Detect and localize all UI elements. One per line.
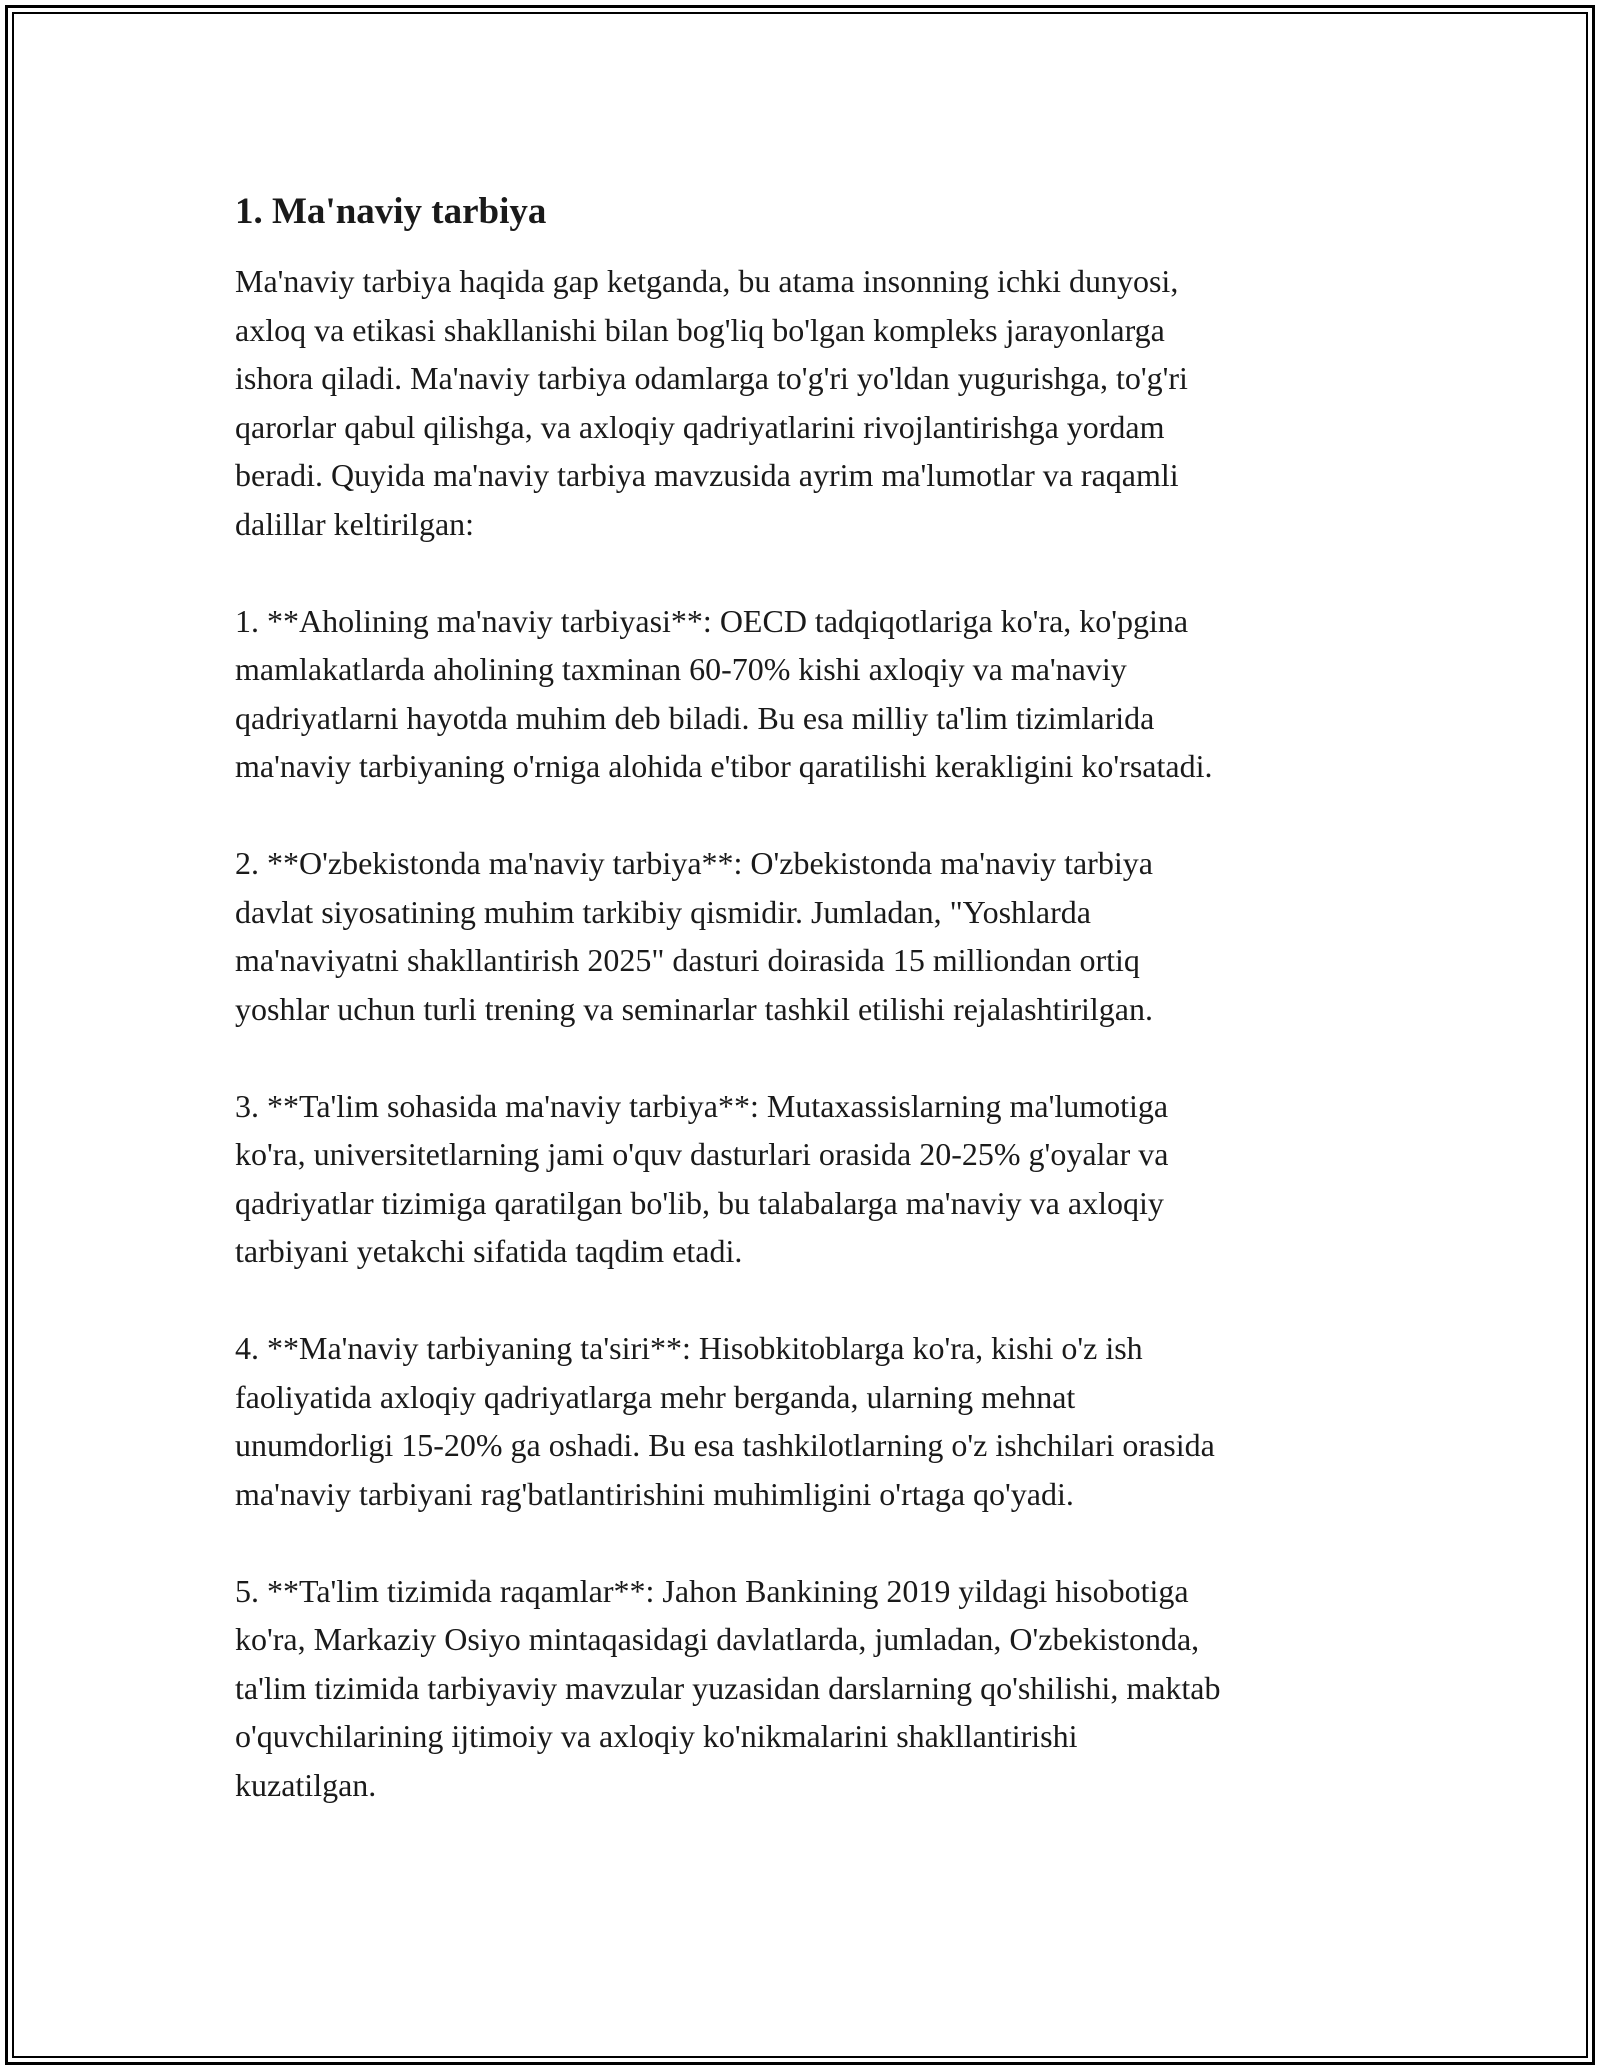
list-item-3 [235, 1082, 1395, 1276]
paragraph-line: yoshlar uchun turli trening va seminarlar tashkil etilishi rejalashtirilgan. [235, 990, 1153, 1027]
paragraph-line: axloq va etikasi shakllanishi bilan bog'liq bo'lgan kompleks jarayonlarga [235, 311, 1165, 348]
paragraph-line: ta'lim tizimida tarbiyaviy mavzular yuzasidan darslarning qo'shilishi, maktab [235, 1669, 1221, 1706]
paragraph-line: davlat siyosatining muhim tarkibiy qismidir. Jumladan, "Yoshlarda [235, 893, 1091, 930]
paragraph-line: qarorlar qabul qilishga, va axloqiy qadriyatlarini rivojlantirishga yordam [235, 408, 1165, 445]
paragraph-line: 3. **Ta'lim sohasida ma'naviy tarbiya**: Mutaxassislarning ma'lumotiga [235, 1087, 1169, 1124]
paragraph-line: qadriyatlar tizimiga qaratilgan bo'lib, bu talabalarga ma'naviy va axloqiy [235, 1184, 1164, 1221]
paragraph-line: 1. **Aholining ma'naviy tarbiyasi**: OECD tadqiqotlariga ko'ra, ko'pgina [235, 602, 1189, 639]
paragraph-line: Ma'naviy tarbiya haqida gap ketganda, bu atama insonning ichki dunyosi, [235, 263, 1179, 299]
document-body [235, 185, 1395, 1858]
paragraph-line: ma'naviy tarbiyaning o'rniga alohida e'tibor qaratilishi kerakligini ko'rsatadi. [235, 748, 1213, 784]
paragraph-line: mamlakatlarda aholining taxminan 60-70% kishi axloqiy va ma'naviy [235, 651, 1127, 687]
section-title: 1. Ma'naviy tarbiya [235, 191, 547, 232]
paragraph-line: 5. **Ta'lim tizimida raqamlar**: Jahon Bankining 2019 yildagi hisobotiga [235, 1572, 1189, 1609]
paragraph-line: 4. **Ma'naviy tarbiyaning ta'siri**: Hisobkitoblarga ko'ra, kishi o'z ish [235, 1330, 1143, 1366]
paragraph-line: ma'naviyatni shakllantirish 2025" dasturi doirasida 15 milliondan ortiq [235, 942, 1140, 978]
paragraph-line: 2. **O'zbekistonda ma'naviy tarbiya**: O'zbekistonda ma'naviy tarbiya [235, 845, 1153, 881]
paragraph-line: qadriyatlarni hayotda muhim deb biladi. Bu esa milliy ta'lim tizimlarida [235, 699, 1155, 736]
list-item-1 [235, 597, 1395, 791]
paragraph-line: faoliyatida axloqiy qadriyatlarga mehr berganda, ularning mehnat [235, 1378, 1076, 1415]
list-item-4 [235, 1324, 1395, 1518]
list-item-2 [235, 839, 1395, 1033]
paragraph-line: o'quvchilarining ijtimoiy va axloqiy ko'nikmalarini shakllantirishi [235, 1718, 1078, 1754]
paragraph-line: kuzatilgan. [235, 1766, 377, 1803]
paragraph-line: tarbiyani yetakchi sifatida taqdim etadi. [235, 1233, 743, 1269]
intro-paragraph [235, 257, 1395, 548]
paragraph-line: ko'ra, universitetlarning jami o'quv dasturlari orasida 20-25% g'oyalar va [235, 1136, 1169, 1172]
paragraph-line: ma'naviy tarbiyani rag'batlantirishini muhimligini o'rtaga qo'yadi. [235, 1475, 1074, 1512]
paragraph-line: ishora qiladi. Ma'naviy tarbiya odamlarga to'g'ri yo'ldan yugurishga, to'g'ri [235, 360, 1188, 396]
paragraph-line: ko'ra, Markaziy Osiyo mintaqasidagi davlatlarda, jumladan, O'zbekistonda, [235, 1621, 1200, 1657]
list-item-5 [235, 1567, 1395, 1810]
paragraph-line: dalillar keltirilgan: [235, 505, 475, 542]
paragraph-line: beradi. Quyida ma'naviy tarbiya mavzusida ayrim ma'lumotlar va raqamli [235, 457, 1179, 493]
paragraph-line: unumdorligi 15-20% ga oshadi. Bu esa tashkilotlarning o'z ishchilari orasida [235, 1427, 1215, 1463]
